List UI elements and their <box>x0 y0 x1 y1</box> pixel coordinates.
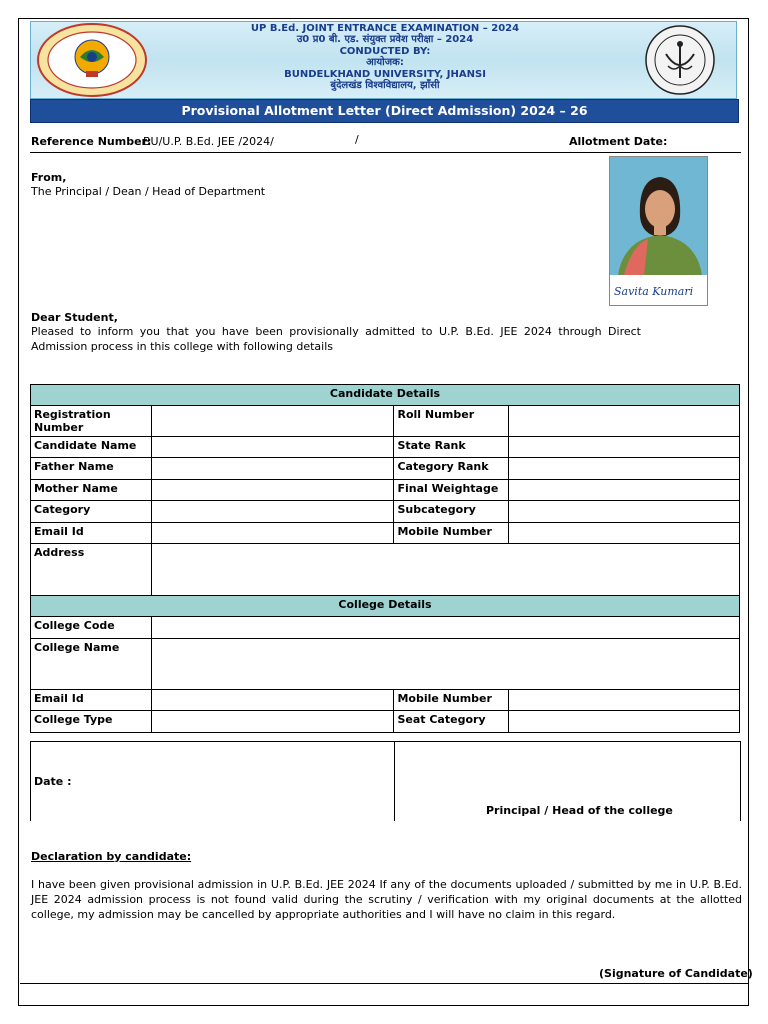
candidate-mobile-value <box>509 523 740 544</box>
reference-slash: / <box>355 133 359 146</box>
state-rank-label: State Rank <box>394 437 509 458</box>
greeting: Dear Student, <box>31 311 118 324</box>
address-value <box>151 544 739 596</box>
seat-category-value <box>509 711 740 733</box>
father-name-value <box>151 458 394 480</box>
registration-number-value <box>151 406 394 437</box>
college-name-value <box>151 639 739 690</box>
candidate-portrait-icon <box>610 157 708 306</box>
subcategory-value <box>509 501 740 523</box>
registration-number-label: Registration Number <box>31 406 152 437</box>
header-line-5: BUNDELKHAND UNIVERSITY, JHANSI <box>284 68 486 80</box>
category-rank-value <box>509 458 740 480</box>
declaration-heading: Declaration by candidate: <box>31 850 192 863</box>
roll-number-value <box>509 406 740 437</box>
college-code-value <box>151 617 739 639</box>
header-line-3: CONDUCTED BY: <box>339 45 431 57</box>
candidate-mobile-label: Mobile Number <box>394 523 509 544</box>
principal-signature-label: Principal / Head of the college <box>486 804 673 817</box>
header-line-4: आयोजक: <box>366 57 404 69</box>
category-label: Category <box>31 501 152 523</box>
up-government-emblem-icon <box>626 24 734 96</box>
college-type-value <box>151 711 394 733</box>
roll-number-label: Roll Number <box>394 406 509 437</box>
divider <box>30 152 741 153</box>
college-mobile-label: Mobile Number <box>394 690 509 711</box>
college-mobile-value <box>509 690 740 711</box>
declaration-text: I have been given provisional admission in U.P. B.Ed. JEE 2024 If any of the documents uploaded / submitted by me in U.P. B.Ed. JEE 2024 admission process is not found valid during the scrutiny / verification with my original documents at the allotted college, my admission may be cancelled by appropriate authorities and I will have no claim in this regard. <box>31 878 742 921</box>
candidate-signature-label: (Signature of Candidate) <box>599 967 753 980</box>
college-email-label: Email Id <box>31 690 152 711</box>
from-line: The Principal / Dean / Head of Department <box>31 185 266 198</box>
candidate-signature: Savita Kumari <box>614 285 694 298</box>
subcategory-label: Subcategory <box>394 501 509 523</box>
final-weightage-label: Final Weightage <box>394 480 509 501</box>
mother-name-value <box>151 480 394 501</box>
candidate-details-heading: Candidate Details <box>31 385 740 406</box>
seat-category-label: Seat Category <box>394 711 509 733</box>
header-line-2: उ0 प्र0 बी. एड. संयुक्त प्रवेश परीक्षा – 2024 <box>296 34 474 46</box>
candidate-details-table <box>30 384 740 733</box>
mother-name-label: Mother Name <box>31 480 152 501</box>
from-label: From, <box>31 171 67 184</box>
allotment-date-label: Allotment Date: <box>569 135 668 148</box>
candidate-name-label: Candidate Name <box>31 437 152 458</box>
candidate-email-label: Email Id <box>31 523 152 544</box>
page-title: Provisional Allotment Letter (Direct Admission) 2024 – 26 <box>30 99 739 123</box>
category-rank-label: Category Rank <box>394 458 509 480</box>
candidate-name-value <box>151 437 394 458</box>
reference-label: Reference Number: <box>31 135 152 148</box>
college-code-label: College Code <box>31 617 152 639</box>
exam-header <box>150 23 620 91</box>
candidate-photo <box>609 156 708 306</box>
header-line-6: बुंदेलखंड विश्वविद्यालय, झाँसी <box>330 80 440 92</box>
address-label: Address <box>31 544 152 596</box>
final-weightage-value <box>509 480 740 501</box>
father-name-label: Father Name <box>31 458 152 480</box>
college-details-heading: College Details <box>31 596 740 617</box>
header-line-1: UP B.Ed. JOINT ENTRANCE EXAMINATION – 2024 <box>250 23 520 34</box>
signature-box-divider <box>394 741 395 821</box>
category-value <box>151 501 394 523</box>
intro-paragraph: Pleased to inform you that you have been provisionally admitted to U.P. B.Ed. JEE 2024 through Direct Admission process in this college with following details <box>31 325 641 353</box>
date-label: Date : <box>34 775 72 788</box>
footer-divider <box>20 983 749 984</box>
college-email-value <box>151 690 394 711</box>
university-seal-icon <box>36 23 148 97</box>
college-type-label: College Type <box>31 711 152 733</box>
reference-value: BU/U.P. B.Ed. JEE /2024/ <box>143 135 274 148</box>
candidate-email-value <box>151 523 394 544</box>
college-name-label: College Name <box>31 639 152 690</box>
state-rank-value <box>509 437 740 458</box>
